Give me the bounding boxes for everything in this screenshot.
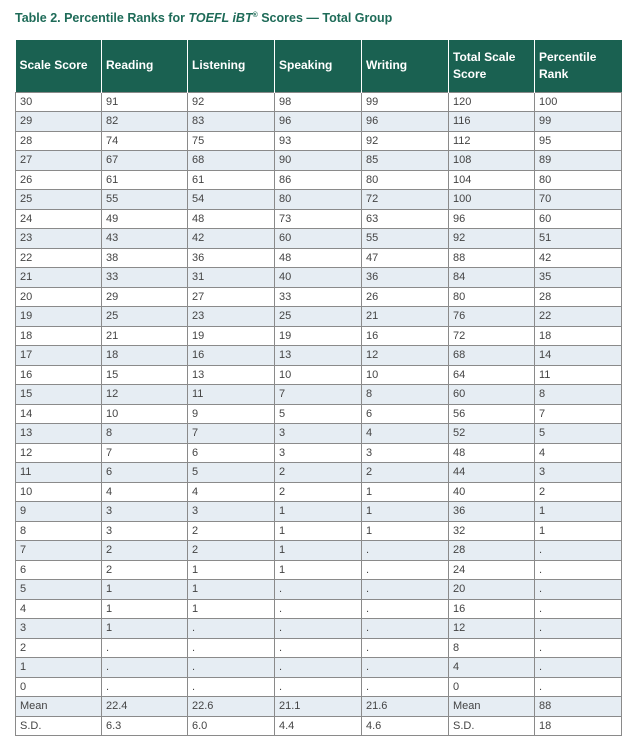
cell-percentile-rank: 14: [535, 346, 622, 366]
header-label: Scale Score: [19, 58, 88, 73]
table-row: [16, 190, 622, 210]
cell-writing: 12: [362, 346, 449, 366]
table-row: [16, 365, 622, 385]
cell-listening: 48: [188, 209, 275, 229]
table-row: [16, 229, 622, 249]
cell-listening: 1: [188, 599, 275, 619]
cell-percentile-rank: 88: [535, 697, 622, 717]
cell-scale-score: 28: [16, 131, 102, 151]
table-row: [16, 151, 622, 171]
cell-listening: 11: [188, 385, 275, 405]
cell-percentile-rank: .: [535, 619, 622, 639]
cell-speaking: 1: [275, 560, 362, 580]
table-row: [16, 424, 622, 444]
cell-reading: 15: [102, 365, 188, 385]
cell-scale-score: 10: [16, 482, 102, 502]
table-header-row: [16, 40, 622, 92]
cell-reading: 18: [102, 346, 188, 366]
cell-writing: .: [362, 599, 449, 619]
cell-percentile-rank: 18: [535, 716, 622, 736]
cell-writing: 80: [362, 170, 449, 190]
cell-writing: 6: [362, 404, 449, 424]
cell-scale-score: 5: [16, 580, 102, 600]
cell-listening: .: [188, 658, 275, 678]
cell-speaking: 33: [275, 287, 362, 307]
cell-speaking: 19: [275, 326, 362, 346]
cell-total-scale-score: 84: [449, 268, 535, 288]
cell-reading: 29: [102, 287, 188, 307]
table-row: [16, 541, 622, 561]
cell-writing: 8: [362, 385, 449, 405]
cell-total-scale-score: 4: [449, 658, 535, 678]
cell-writing: .: [362, 619, 449, 639]
cell-listening: 1: [188, 560, 275, 580]
cell-speaking: 48: [275, 248, 362, 268]
title-suffix: Scores — Total Group: [257, 11, 393, 25]
table-row: [16, 580, 622, 600]
cell-listening: .: [188, 619, 275, 639]
cell-total-scale-score: 48: [449, 443, 535, 463]
title-registered-mark: ®: [252, 11, 258, 19]
cell-listening: 7: [188, 424, 275, 444]
table-row: [16, 170, 622, 190]
cell-percentile-rank: 18: [535, 326, 622, 346]
cell-total-scale-score: 36: [449, 502, 535, 522]
cell-percentile-rank: 22: [535, 307, 622, 327]
cell-listening: 2: [188, 541, 275, 561]
cell-writing: 21: [362, 307, 449, 327]
cell-total-scale-score: 40: [449, 482, 535, 502]
table-row: [16, 92, 622, 112]
cell-reading: 25: [102, 307, 188, 327]
cell-listening: 61: [188, 170, 275, 190]
cell-writing: 55: [362, 229, 449, 249]
cell-scale-score: 18: [16, 326, 102, 346]
cell-percentile-rank: .: [535, 658, 622, 678]
cell-listening: 42: [188, 229, 275, 249]
cell-percentile-rank: 8: [535, 385, 622, 405]
cell-listening: 92: [188, 92, 275, 112]
cell-scale-score: 3: [16, 619, 102, 639]
cell-listening: 13: [188, 365, 275, 385]
table-row: [16, 697, 622, 717]
cell-reading: 22.4: [102, 697, 188, 717]
table-body: [16, 92, 622, 736]
header-label: Speaking: [279, 58, 333, 73]
cell-percentile-rank: 1: [535, 521, 622, 541]
cell-listening: 6: [188, 443, 275, 463]
cell-percentile-rank: .: [535, 541, 622, 561]
cell-reading: 3: [102, 502, 188, 522]
cell-writing: 92: [362, 131, 449, 151]
cell-reading: .: [102, 638, 188, 658]
cell-percentile-rank: 1: [535, 502, 622, 522]
cell-reading: 2: [102, 541, 188, 561]
header-listening: [188, 40, 275, 92]
cell-scale-score: 13: [16, 424, 102, 444]
cell-percentile-rank: 42: [535, 248, 622, 268]
cell-reading: 6.3: [102, 716, 188, 736]
cell-speaking: 1: [275, 541, 362, 561]
table-title: [15, 11, 392, 25]
cell-percentile-rank: 99: [535, 112, 622, 132]
cell-reading: 1: [102, 619, 188, 639]
cell-writing: .: [362, 580, 449, 600]
cell-scale-score: 25: [16, 190, 102, 210]
cell-percentile-rank: 100: [535, 92, 622, 112]
cell-total-scale-score: 44: [449, 463, 535, 483]
cell-total-scale-score: 104: [449, 170, 535, 190]
cell-listening: 1: [188, 580, 275, 600]
cell-reading: 49: [102, 209, 188, 229]
cell-writing: 4: [362, 424, 449, 444]
cell-reading: 82: [102, 112, 188, 132]
table-row: [16, 502, 622, 522]
cell-writing: 63: [362, 209, 449, 229]
cell-listening: 19: [188, 326, 275, 346]
table-row: [16, 209, 622, 229]
cell-speaking: 5: [275, 404, 362, 424]
table-row: [16, 131, 622, 151]
table-row: [16, 268, 622, 288]
cell-total-scale-score: 120: [449, 92, 535, 112]
table-row: [16, 716, 622, 736]
cell-listening: 23: [188, 307, 275, 327]
cell-scale-score: 9: [16, 502, 102, 522]
header-total-scale-score: [449, 40, 535, 92]
cell-reading: 55: [102, 190, 188, 210]
cell-writing: 16: [362, 326, 449, 346]
cell-total-scale-score: 76: [449, 307, 535, 327]
cell-reading: 21: [102, 326, 188, 346]
table-row: [16, 521, 622, 541]
cell-percentile-rank: 4: [535, 443, 622, 463]
cell-percentile-rank: 3: [535, 463, 622, 483]
cell-percentile-rank: 80: [535, 170, 622, 190]
cell-scale-score: S.D.: [16, 716, 102, 736]
cell-scale-score: 16: [16, 365, 102, 385]
header-speaking: [275, 40, 362, 92]
cell-total-scale-score: 88: [449, 248, 535, 268]
cell-percentile-rank: 28: [535, 287, 622, 307]
cell-writing: 1: [362, 482, 449, 502]
cell-percentile-rank: 51: [535, 229, 622, 249]
cell-speaking: 3: [275, 424, 362, 444]
cell-writing: 36: [362, 268, 449, 288]
cell-reading: 67: [102, 151, 188, 171]
cell-speaking: 80: [275, 190, 362, 210]
cell-percentile-rank: 89: [535, 151, 622, 171]
header-writing: [362, 40, 449, 92]
cell-writing: 1: [362, 521, 449, 541]
cell-scale-score: 24: [16, 209, 102, 229]
cell-total-scale-score: 56: [449, 404, 535, 424]
cell-scale-score: 11: [16, 463, 102, 483]
cell-reading: 43: [102, 229, 188, 249]
title-italic: TOEFL iBT: [188, 11, 253, 25]
cell-scale-score: 7: [16, 541, 102, 561]
header-reading: [102, 40, 188, 92]
header-label: Reading: [106, 58, 154, 73]
cell-writing: .: [362, 541, 449, 561]
cell-speaking: .: [275, 580, 362, 600]
cell-percentile-rank: .: [535, 599, 622, 619]
cell-reading: 7: [102, 443, 188, 463]
cell-total-scale-score: 96: [449, 209, 535, 229]
table-row: [16, 346, 622, 366]
cell-speaking: 73: [275, 209, 362, 229]
cell-listening: 9: [188, 404, 275, 424]
cell-percentile-rank: 5: [535, 424, 622, 444]
cell-writing: 26: [362, 287, 449, 307]
cell-speaking: 3: [275, 443, 362, 463]
cell-writing: 99: [362, 92, 449, 112]
cell-reading: 4: [102, 482, 188, 502]
cell-speaking: .: [275, 658, 362, 678]
table-row: [16, 482, 622, 502]
table-row: [16, 443, 622, 463]
cell-speaking: 2: [275, 463, 362, 483]
cell-total-scale-score: 68: [449, 346, 535, 366]
cell-percentile-rank: 11: [535, 365, 622, 385]
cell-speaking: 10: [275, 365, 362, 385]
cell-speaking: 13: [275, 346, 362, 366]
header-label: Percentile: [539, 49, 597, 64]
cell-scale-score: 8: [16, 521, 102, 541]
cell-listening: 68: [188, 151, 275, 171]
header-label: Rank: [539, 66, 569, 81]
cell-listening: 83: [188, 112, 275, 132]
table-row: [16, 385, 622, 405]
cell-writing: 4.6: [362, 716, 449, 736]
table-row: [16, 677, 622, 697]
cell-total-scale-score: 60: [449, 385, 535, 405]
cell-scale-score: 21: [16, 268, 102, 288]
cell-scale-score: 14: [16, 404, 102, 424]
cell-speaking: 4.4: [275, 716, 362, 736]
table-row: [16, 463, 622, 483]
cell-scale-score: 12: [16, 443, 102, 463]
cell-reading: 8: [102, 424, 188, 444]
cell-percentile-rank: .: [535, 677, 622, 697]
cell-listening: 3: [188, 502, 275, 522]
header-label: Listening: [192, 58, 246, 73]
cell-speaking: 98: [275, 92, 362, 112]
cell-total-scale-score: 52: [449, 424, 535, 444]
header-scale-score: [16, 40, 102, 92]
cell-percentile-rank: 2: [535, 482, 622, 502]
cell-total-scale-score: 112: [449, 131, 535, 151]
cell-reading: 6: [102, 463, 188, 483]
cell-scale-score: 17: [16, 346, 102, 366]
cell-total-scale-score: 28: [449, 541, 535, 561]
cell-speaking: 2: [275, 482, 362, 502]
cell-writing: .: [362, 658, 449, 678]
cell-listening: 36: [188, 248, 275, 268]
cell-scale-score: 2: [16, 638, 102, 658]
cell-reading: 61: [102, 170, 188, 190]
cell-scale-score: 4: [16, 599, 102, 619]
cell-listening: .: [188, 638, 275, 658]
cell-listening: 31: [188, 268, 275, 288]
table-row: [16, 638, 622, 658]
cell-reading: 10: [102, 404, 188, 424]
cell-writing: 10: [362, 365, 449, 385]
cell-percentile-rank: 7: [535, 404, 622, 424]
cell-writing: 47: [362, 248, 449, 268]
cell-total-scale-score: 116: [449, 112, 535, 132]
cell-scale-score: 27: [16, 151, 102, 171]
cell-writing: 96: [362, 112, 449, 132]
cell-writing: 21.6: [362, 697, 449, 717]
cell-speaking: .: [275, 677, 362, 697]
cell-scale-score: 29: [16, 112, 102, 132]
cell-total-scale-score: 64: [449, 365, 535, 385]
cell-total-scale-score: 80: [449, 287, 535, 307]
cell-listening: 75: [188, 131, 275, 151]
cell-scale-score: 26: [16, 170, 102, 190]
cell-reading: .: [102, 658, 188, 678]
cell-percentile-rank: .: [535, 560, 622, 580]
table-row: [16, 404, 622, 424]
table-row: [16, 658, 622, 678]
cell-reading: 1: [102, 599, 188, 619]
cell-percentile-rank: 35: [535, 268, 622, 288]
cell-total-scale-score: 0: [449, 677, 535, 697]
cell-reading: 12: [102, 385, 188, 405]
cell-writing: 1: [362, 502, 449, 522]
cell-listening: 27: [188, 287, 275, 307]
table-row: [16, 248, 622, 268]
cell-percentile-rank: 70: [535, 190, 622, 210]
cell-writing: .: [362, 560, 449, 580]
cell-percentile-rank: .: [535, 580, 622, 600]
cell-speaking: 7: [275, 385, 362, 405]
title-prefix: Table 2. Percentile Ranks for: [15, 11, 189, 25]
cell-total-scale-score: 12: [449, 619, 535, 639]
cell-scale-score: 20: [16, 287, 102, 307]
cell-speaking: 25: [275, 307, 362, 327]
cell-total-scale-score: 8: [449, 638, 535, 658]
cell-listening: 54: [188, 190, 275, 210]
cell-total-scale-score: 24: [449, 560, 535, 580]
cell-speaking: 1: [275, 521, 362, 541]
cell-scale-score: 19: [16, 307, 102, 327]
cell-scale-score: 15: [16, 385, 102, 405]
cell-speaking: 40: [275, 268, 362, 288]
cell-speaking: .: [275, 638, 362, 658]
cell-scale-score: 23: [16, 229, 102, 249]
cell-speaking: 60: [275, 229, 362, 249]
cell-writing: 85: [362, 151, 449, 171]
header-percentile-rank: [535, 40, 622, 92]
table-row: [16, 112, 622, 132]
cell-reading: 1: [102, 580, 188, 600]
cell-reading: .: [102, 677, 188, 697]
cell-listening: 6.0: [188, 716, 275, 736]
header-label: Score: [453, 66, 487, 81]
cell-scale-score: 0: [16, 677, 102, 697]
cell-total-scale-score: S.D.: [449, 716, 535, 736]
cell-speaking: 21.1: [275, 697, 362, 717]
cell-total-scale-score: 100: [449, 190, 535, 210]
cell-listening: 2: [188, 521, 275, 541]
cell-writing: 2: [362, 463, 449, 483]
cell-scale-score: 22: [16, 248, 102, 268]
cell-writing: 3: [362, 443, 449, 463]
cell-speaking: 90: [275, 151, 362, 171]
cell-speaking: 93: [275, 131, 362, 151]
cell-scale-score: 6: [16, 560, 102, 580]
cell-writing: .: [362, 677, 449, 697]
header-label: Total Scale: [453, 49, 516, 64]
cell-listening: 16: [188, 346, 275, 366]
cell-total-scale-score: 20: [449, 580, 535, 600]
cell-reading: 33: [102, 268, 188, 288]
cell-speaking: 1: [275, 502, 362, 522]
table-row: [16, 599, 622, 619]
cell-writing: 72: [362, 190, 449, 210]
header-label: Writing: [366, 58, 408, 73]
cell-speaking: 96: [275, 112, 362, 132]
cell-scale-score: 30: [16, 92, 102, 112]
cell-total-scale-score: 92: [449, 229, 535, 249]
table-row: [16, 560, 622, 580]
table-row: [16, 287, 622, 307]
cell-speaking: .: [275, 619, 362, 639]
cell-percentile-rank: 95: [535, 131, 622, 151]
cell-percentile-rank: .: [535, 638, 622, 658]
cell-scale-score: Mean: [16, 697, 102, 717]
cell-total-scale-score: 16: [449, 599, 535, 619]
cell-reading: 74: [102, 131, 188, 151]
cell-writing: .: [362, 638, 449, 658]
cell-reading: 2: [102, 560, 188, 580]
cell-scale-score: 1: [16, 658, 102, 678]
cell-reading: 38: [102, 248, 188, 268]
cell-listening: 5: [188, 463, 275, 483]
table-row: [16, 307, 622, 327]
cell-reading: 3: [102, 521, 188, 541]
cell-listening: 22.6: [188, 697, 275, 717]
cell-speaking: 86: [275, 170, 362, 190]
cell-listening: .: [188, 677, 275, 697]
table-row: [16, 619, 622, 639]
cell-listening: 4: [188, 482, 275, 502]
percentile-ranks-table: [15, 40, 622, 736]
cell-total-scale-score: 32: [449, 521, 535, 541]
cell-reading: 91: [102, 92, 188, 112]
cell-percentile-rank: 60: [535, 209, 622, 229]
table-row: [16, 326, 622, 346]
cell-total-scale-score: 72: [449, 326, 535, 346]
cell-total-scale-score: 108: [449, 151, 535, 171]
cell-total-scale-score: Mean: [449, 697, 535, 717]
cell-speaking: .: [275, 599, 362, 619]
